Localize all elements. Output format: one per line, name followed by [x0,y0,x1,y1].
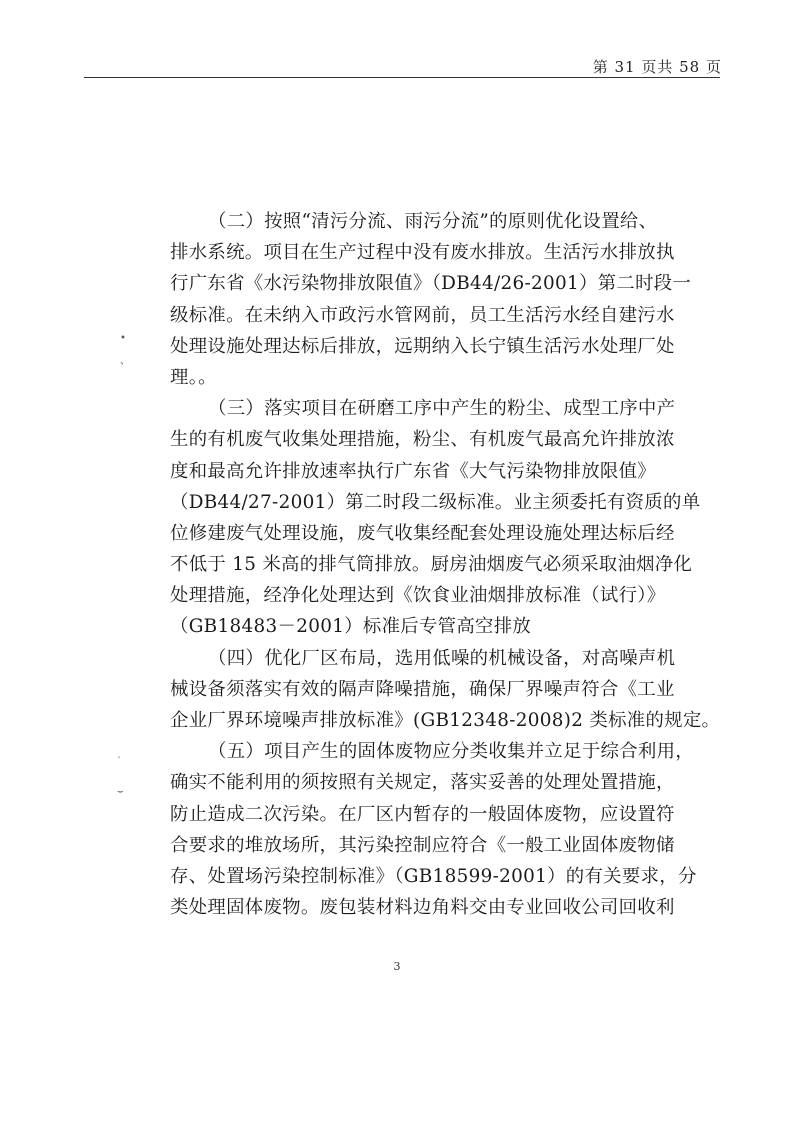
scan-mark-4: ⌣ [117,786,124,797]
text-line: 类处理固体废物。废包装材料边角料交由专业回收公司回收利 [170,897,675,919]
text-line: 企业厂界环境噪声排放标准》(GB12348-2008)2 类标准的规定。 [170,710,721,731]
text-line: 处理措施，经净化处理达到《饮食业油烟排放标准（试行）》 [170,585,666,607]
text-line: 级标准。在未纳入市政污水管网前，员工生活污水经自建污水 [170,304,675,326]
text-line: 位修建废气处理设施，废气收集经配套处理设施处理达标后经 [170,522,675,544]
text-line: 械设备须落实有效的隔声降噪措施，确保厂界噪声符合《工业 [170,678,675,700]
text-line: 防止造成二次污染。在厂区内暂存的一般固体废物，应设置符 [170,803,675,825]
paragraph-first-line: （四）优化厂区布局，选用低噪的机械设备，对高噪声机 [208,647,676,669]
text-line: 合要求的堆放场所，其污染控制应符合《一般工业固体废物储 [170,834,675,856]
body-text [170,206,721,923]
text-line: 排水系统。项目在生产过程中没有废水排放。生活污水排放执 [170,242,675,264]
text-line: 生的有机废气收集处理措施，粉尘、有机废气最高允许排放浓 [170,429,675,451]
paragraph-first-line: （五）项目产生的固体废物应分类收集并立足于综合利用， [208,741,694,763]
header-rule [84,77,720,78]
text-line: 存、处置场污染控制标准》（GB18599-2001）的有关要求，分 [170,865,697,887]
text-line: 不低于 15 米高的排气筒排放。厨房油烟废气必须采取油烟净化 [170,554,693,576]
text-line: 确实不能利用的须按照有关规定，落实妥善的处理处置措施， [170,772,675,794]
paragraph-first-line: （三）落实项目在研磨工序中产生的粉尘、成型工序中产 [208,398,676,420]
scan-mark-1: • [120,333,126,344]
text-line: （GB18483－2001）标准后专管高空排放 [170,616,532,638]
text-line: 行广东省《水污染物排放限值》（DB44/26-2001）第二时段一 [170,273,692,295]
text-line: （DB44/27-2001）第二时段二级标准。业主须委托有资质的单 [170,491,701,513]
text-line: 处理设施处理达标后排放，远期纳入长宁镇生活污水处理厂处 [170,335,675,357]
page-number: 3 [393,960,401,973]
text-line: 理。。 [170,366,217,388]
scan-mark-3: ′ [118,756,121,767]
scan-mark-2: 、 [120,356,130,367]
page-header-label: 第 31 页共 58 页 [592,58,722,76]
text-line: 度和最高允许排放速率执行广东省《大气污染物排放限值》 [170,460,656,482]
paragraph-first-line: （二）按照“清污分流、雨污分流”的原则优化设置给、 [208,211,658,232]
